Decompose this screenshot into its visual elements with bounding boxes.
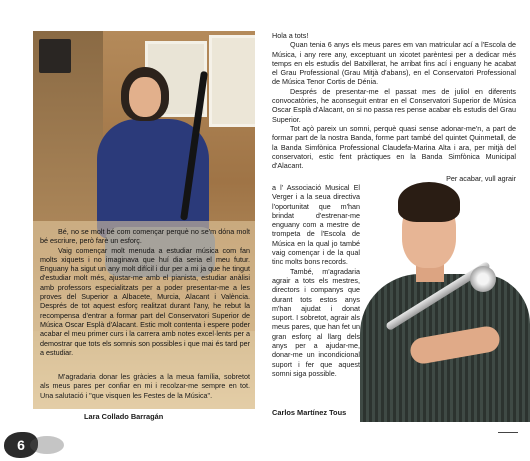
carlos-paragraph: Quan tenia 6 anys els meus pares em van matricular ací a l'Escola de Música, i any rere any, exceptuant un xicotet parèntesi per a dedicar més temps en els estudis del Batxillerat, he arribat fins ací i enguany he acabat el Grau Professional (Grau Mitjà d'abans), en el Conservatori Professional de Música Tenor Cortis de Dénia. (272, 40, 516, 87)
page-number-badge: 6 (4, 432, 38, 458)
carlos-paragraph: Després de presentar-me el passat mes de juliol en diferents convocatòries, he aconseguit entrar en el Conservatori Superior de Música Oscar Esplà d'Alacant, on si no passa res pense acabar els estudis del Grau Superior. (272, 86, 516, 124)
lara-article-text (40, 227, 250, 357)
photo-carlos-trumpet (350, 182, 530, 422)
carlos-narrow-text (272, 183, 360, 378)
carlos-paragraph: a l' Associació Musical El Verger i a la seua directiva l'oportunitat que m'han brindat d'estrenar-me enguany com a mestre de trompeta de l'Escola de Música en la qual jo també vaig començar i de la qual tinc molts bons records. (272, 183, 360, 267)
photographer-logo-icon (498, 422, 518, 433)
carlos-article-text (272, 31, 516, 170)
carlos-closing-intro: Per acabar, vull agrair (446, 174, 516, 183)
lara-paragraph: M'agradaria donar les gràcies a la meua família, sobretot als meus pares per confiar en mi i recolzar-me sempre en tot. Una salutació i "que visquen les Festes de la Música". (40, 372, 250, 400)
lara-paragraph: Vaig començar molt menuda a estudiar música com fan molts xiquets i no imaginava que huí dia seria el meu futur. Enguany ha sigut un any molt difícil i dur per a mi ja que he tingut d'estudiar molt més, ajustar-me amb el pianista, estudiar anàlisi amb professors especialitzats per a poder presentar-me a les proves del Superior a Albacete, Murcia, Alacant i València. Després de tot aquest esforç realitzat durant l'any, he rebut la recompensa d'entrar a formar part del Conservatori Superior de Música Oscar Esplà d'Alacant. Estic molt contenta i espere poder acabar el meu primer curs i la carrera amb notes excel·lents per a demostrar que tots els somnis son possibles i que mai és tard per a estudiar. (40, 245, 250, 357)
footer-decoration (30, 436, 64, 454)
carlos-paragraph: Tot açò pareix un somni, perquè quasi sense adonar-me'n, a part de formar part de la nostra Banda, forme part també del quintet Quinmetall, de la Banda Simfònica Professional Claudefa-Marina Alta i ara, per mitjà del conservatori, estic fent pràctiques en la Banda Simfònica Municipal d'Alacant. (272, 123, 516, 171)
carlos-greeting: Hola a tots! (272, 31, 309, 40)
lara-article-closing (40, 372, 250, 400)
lara-signature: Lara Collado Barragán (84, 412, 164, 421)
carlos-paragraph: També, m'agradaria agrair a tots els mestres, directors i companys que durant tots estos anys m'han ajudat i donat suport. I sobretot, agrair als meus pares, que han fet un gran esforç al llarg dels anys per a ajudar-me, donar-me un incondicional suport i fer que aquest somni siga possible. (272, 266, 360, 378)
lara-paragraph: Bé, no se molt bé com començar perquè no se'm dóna molt bé escriure, però farè un esforç. (40, 227, 250, 246)
carlos-signature: Carlos Martínez Tous (272, 408, 347, 417)
